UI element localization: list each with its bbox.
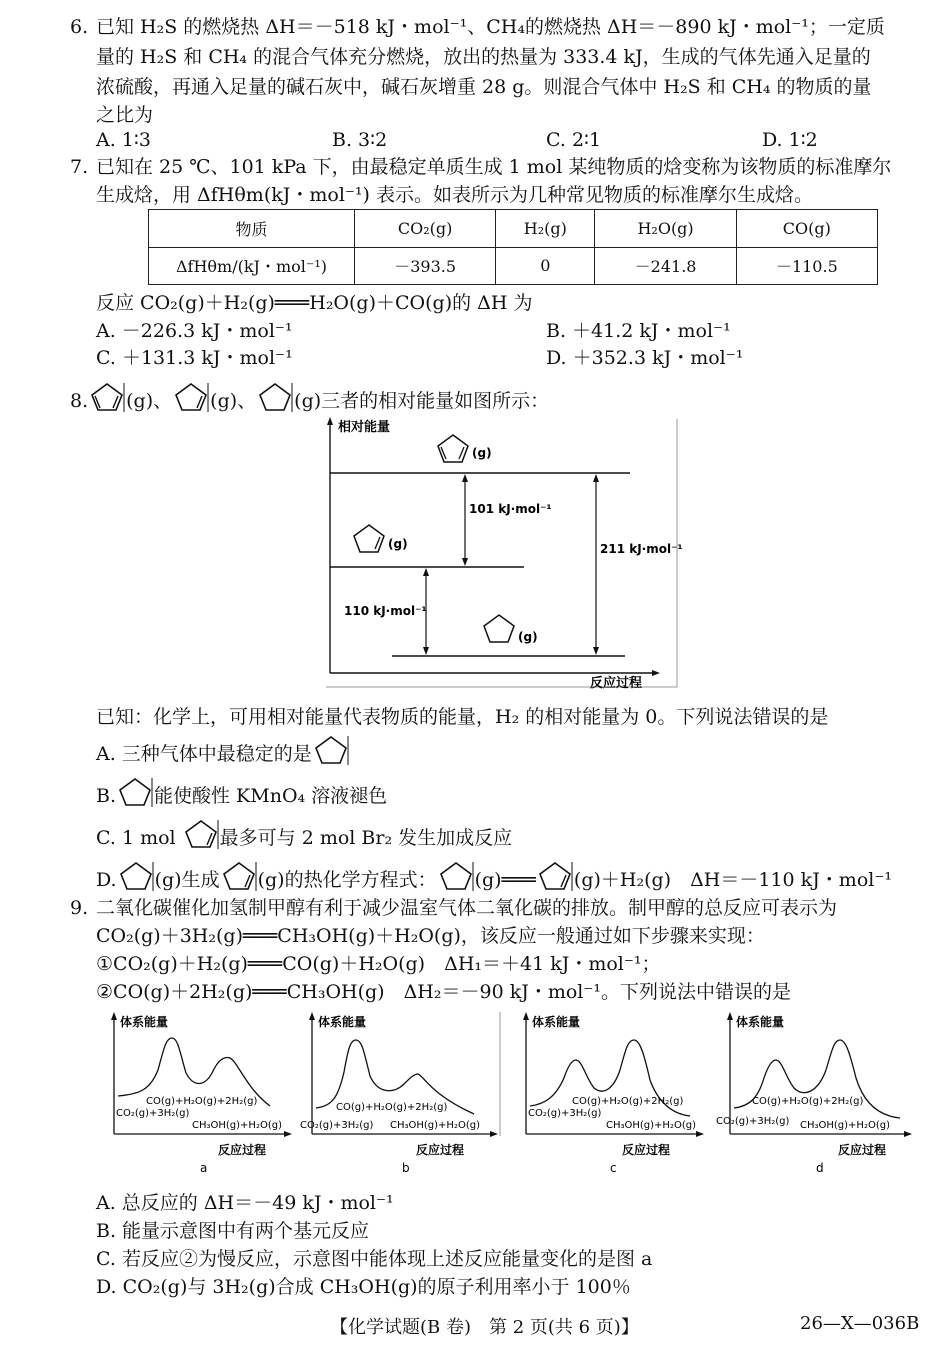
x-axis-label: 反应过程 <box>590 676 643 690</box>
q8-option-d-text: (g)＋H₂(g) ΔH＝－110 kJ・mol⁻¹ <box>573 869 892 891</box>
q6-line4: 之比为 <box>96 104 154 126</box>
q8-g-label: (g) <box>126 390 154 412</box>
q9-option-d[interactable]: D. CO₂(g)与 3H₂(g)合成 CH₃OH(g)的原子利用率小于 100％ <box>96 1276 631 1298</box>
q8-option-b-text: 能使酸性 KMnO₄ 溶液褪色 <box>154 785 388 807</box>
q7-option-d[interactable]: D. ＋352.3 kJ・mol⁻¹ <box>546 347 744 369</box>
intermediate-label: CO(g)+H₂O(g)+2H₂(g) <box>572 1096 684 1107</box>
cyclopentadiene-icon <box>88 381 126 413</box>
y-axis-label: 体系能量 <box>120 1015 169 1029</box>
x-axis-label: 反应过程 <box>416 1143 465 1157</box>
gap2-arrow-head-top <box>423 568 429 576</box>
q8-option-b-prefix: B. <box>96 785 117 807</box>
panel-a <box>111 1012 292 1175</box>
q8-sep: 、 <box>237 390 257 412</box>
panel-b <box>300 1012 498 1175</box>
table-row <box>149 247 878 285</box>
y-axis-label: 相对能量 <box>338 420 391 435</box>
gap-total-arrow-head-top <box>593 474 599 482</box>
cyclopentene-icon <box>182 818 220 850</box>
panel-label: d <box>816 1161 824 1175</box>
gap1-label: 101 kJ·mol⁻¹ <box>469 502 552 516</box>
q6-line1: 已知 H₂S 的燃烧热 ΔH＝－518 kJ・mol⁻¹、CH₄的燃烧热 ΔH＝－890 kJ・mol⁻¹；一定质 <box>96 16 885 38</box>
x-axis-arrow <box>652 670 660 676</box>
q7-option-b[interactable]: B. ＋41.2 kJ・mol⁻¹ <box>546 320 731 342</box>
cyclopentane-icon <box>256 381 294 413</box>
q9-number: 9. <box>70 897 89 919</box>
q6-option-a[interactable]: A. 1∶3 <box>96 129 151 151</box>
q8-option-a[interactable] <box>96 734 350 767</box>
q8-known: 已知：化学上，可用相对能量代表物质的能量，H₂ 的相对能量为 0。下列说法错误的是 <box>96 706 829 728</box>
q8-option-c[interactable] <box>96 818 512 851</box>
q9-line3: ①CO₂(g)＋H₂(g)═══CO(g)＋H₂O(g) ΔH₁＝＋41 kJ・mol⁻¹； <box>96 953 661 975</box>
page-footer-code: 26—X—036B <box>800 1313 920 1334</box>
q6-line2: 量的 H₂S 和 CH₄ 的混合气体充分燃烧，放出的热量为 333.4 kJ，生成的气体先通入足量的 <box>96 46 871 68</box>
table-cell: H₂O(g) <box>595 210 736 248</box>
panel-label: a <box>200 1161 208 1175</box>
q8-option-d-mid1: (g)生成 <box>154 869 220 891</box>
reactant-label: CO₂(g)+3H₂(g) <box>300 1120 374 1131</box>
cyclopentene-icon <box>536 860 574 892</box>
y-axis-label: 体系能量 <box>318 1015 367 1029</box>
x-axis-label: 反应过程 <box>838 1143 887 1157</box>
q7-question: 反应 CO₂(g)＋H₂(g)═══H₂O(g)＋CO(g)的 ΔH 为 <box>96 292 533 314</box>
g-label: (g) <box>388 537 408 551</box>
product-label: CH₃OH(g)+H₂O(g) <box>192 1120 282 1131</box>
cyclopentane-icon <box>312 734 350 766</box>
q9-line1: 二氧化碳催化加氢制甲醇有利于减少温室气体二氧化碳的排放。制甲醇的总反应可表示为 <box>96 897 838 919</box>
table-header-row <box>149 210 878 248</box>
q7-number: 7. <box>70 156 89 178</box>
q8-option-a-text: A. 三种气体中最稳定的是 <box>96 743 312 765</box>
panel-c <box>523 1012 704 1175</box>
panel-d <box>716 1012 912 1175</box>
cyclopentene-icon <box>220 860 258 892</box>
q8-sep: 、 <box>153 390 173 412</box>
cyclopentane-icon <box>116 776 154 808</box>
panel-label: c <box>610 1161 617 1175</box>
q9-option-b[interactable]: B. 能量示意图中有两个基元反应 <box>96 1220 370 1242</box>
q7-option-a[interactable]: A. －226.3 kJ・mol⁻¹ <box>96 320 293 342</box>
table-cell: H₂(g) <box>496 210 595 248</box>
enthalpy-table <box>148 209 878 285</box>
q9-energy-profiles <box>100 1008 920 1178</box>
y-axis-label: 体系能量 <box>736 1015 785 1029</box>
q7-line1: 已知在 25 ℃、101 kPa 下，由最稳定单质生成 1 mol 某纯物质的焓变称为该物质的标准摩尔 <box>96 156 892 178</box>
table-cell: 0 <box>496 247 595 285</box>
gap1-arrow-head-top <box>462 474 468 482</box>
intermediate-label: CO(g)+H₂O(g)+2H₂(g) <box>336 1102 448 1113</box>
q6-option-c[interactable]: C. 2∶1 <box>546 129 602 151</box>
q6-option-d[interactable]: D. 1∶2 <box>762 129 818 151</box>
cyclopentene-icon <box>354 525 384 552</box>
gap2-arrow-head-bottom <box>423 647 429 655</box>
panel-label: b <box>402 1161 410 1175</box>
q9-line2: CO₂(g)＋3H₂(g)═══CH₃OH(g)＋H₂O(g)，该反应一般通过如下步骤来实现： <box>96 925 765 947</box>
g-label: (g) <box>518 630 538 644</box>
gap-total-arrow-head-bottom <box>593 647 599 655</box>
q6-number: 6. <box>70 16 89 38</box>
q7-line2: 生成焓，用 ΔfHθm(kJ・mol⁻¹) 表示。如表所示为几种常见物质的标准摩尔生成焓。 <box>96 184 813 206</box>
gap2-label: 110 kJ·mol⁻¹ <box>344 604 427 618</box>
reactant-label: CO₂(g)+3H₂(g) <box>528 1108 602 1119</box>
x-axis-label: 反应过程 <box>218 1143 267 1157</box>
q8-intro-tail: (g)三者的相对能量如图所示： <box>294 390 550 412</box>
q6-line3: 浓硫酸，再通入足量的碱石灰中，碱石灰增重 28 g。则混合气体中 H₂S 和 CH₄ 的物质的量 <box>96 76 872 98</box>
q8-number: 8. <box>70 390 89 412</box>
cyclopentadiene-icon <box>438 435 468 462</box>
reactant-label: CO₂(g)+3H₂(g) <box>116 1108 190 1119</box>
q8-g-label: (g) <box>210 390 238 412</box>
q8-option-d-prefix: D. <box>96 869 117 891</box>
g-label: (g) <box>472 446 492 460</box>
q8-option-c-prefix: C. 1 mol <box>96 827 176 849</box>
q9-line4: ②CO(g)＋2H₂(g)═══CH₃OH(g) ΔH₂＝－90 kJ・mol⁻¹。下列说法中错误的是 <box>96 981 792 1003</box>
q8-option-b[interactable] <box>96 776 387 809</box>
x-axis-label: 反应过程 <box>622 1143 671 1157</box>
q8-energy-diagram <box>320 415 685 690</box>
y-axis-label: 体系能量 <box>532 1015 581 1029</box>
intermediate-label: CO(g)+H₂O(g)+2H₂(g) <box>752 1096 864 1107</box>
q8-option-d-mid2: (g)的热化学方程式： <box>257 869 437 891</box>
table-cell: －110.5 <box>736 247 877 285</box>
table-cell: CO₂(g) <box>355 210 496 248</box>
q8-option-d-mid3: (g)═══ <box>474 869 536 891</box>
product-label: CH₃OH(g)+H₂O(g) <box>390 1120 480 1131</box>
product-label: CH₃OH(g)+H₂O(g) <box>606 1120 696 1131</box>
gap1-arrow-head-bottom <box>462 558 468 566</box>
cyclopentene-icon <box>172 381 210 413</box>
q8-intro <box>70 381 549 414</box>
q9-option-a[interactable]: A. 总反应的 ΔH＝－49 kJ・mol⁻¹ <box>96 1192 394 1214</box>
cyclopentane-icon <box>117 860 155 892</box>
table-cell: －241.8 <box>595 247 736 285</box>
gap-total-label: 211 kJ·mol⁻¹ <box>600 542 683 556</box>
table-cell: ΔfHθm/(kJ・mol⁻¹) <box>149 247 355 285</box>
cyclopentane-icon <box>437 860 475 892</box>
table-cell: －393.5 <box>355 247 496 285</box>
page-footer-title: 【化学试题(B 卷) 第 2 页(共 6 页)】 <box>330 1317 639 1338</box>
q8-option-d[interactable] <box>96 860 892 893</box>
intermediate-label: CO(g)+H₂O(g)+2H₂(g) <box>146 1096 258 1107</box>
y-axis-arrow <box>327 417 333 425</box>
reactant-label: CO₂(g)+3H₂(g) <box>716 1116 790 1127</box>
product-label: CH₃OH(g)+H₂O(g) <box>800 1120 890 1131</box>
table-cell: 物质 <box>149 210 355 248</box>
q6-option-b[interactable]: B. 3∶2 <box>332 129 388 151</box>
q7-option-c[interactable]: C. ＋131.3 kJ・mol⁻¹ <box>96 347 293 369</box>
cyclopentane-icon <box>484 615 514 642</box>
q8-option-c-text: 最多可与 2 mol Br₂ 发生加成反应 <box>219 827 513 849</box>
q9-option-c[interactable]: C. 若反应②为慢反应，示意图中能体现上述反应能量变化的是图 a <box>96 1248 653 1270</box>
table-cell: CO(g) <box>736 210 877 248</box>
